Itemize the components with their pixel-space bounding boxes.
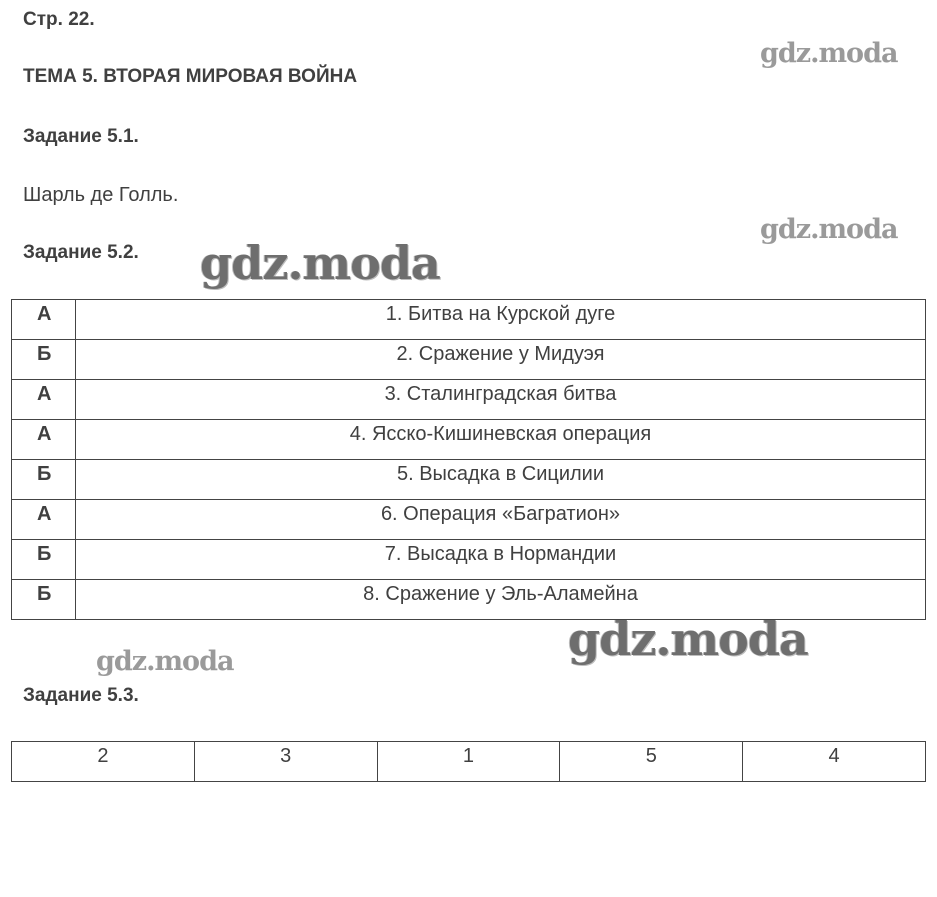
side-cell: Б [12, 540, 76, 580]
battle-cell: 4. Ясско-Кишиневская операция [76, 420, 926, 460]
battles-table [11, 299, 926, 620]
task-5-3-heading: Задание 5.3. [23, 685, 139, 706]
order-table [11, 741, 926, 782]
watermark: gdz.moda [760, 214, 898, 245]
task-5-2-heading: Задание 5.2. [23, 242, 139, 263]
battle-cell: 5. Высадка в Сицилии [76, 460, 926, 500]
table-row [12, 380, 926, 420]
side-cell: А [12, 500, 76, 540]
order-cell: 3 [194, 742, 377, 782]
table-row [12, 340, 926, 380]
table-row [12, 500, 926, 540]
side-cell: Б [12, 460, 76, 500]
watermark: gdz.moda [568, 612, 808, 666]
topic-title: ТЕМА 5. ВТОРАЯ МИРОВАЯ ВОЙНА [23, 66, 358, 87]
side-cell: А [12, 380, 76, 420]
order-cell: 2 [12, 742, 195, 782]
table-row [12, 742, 926, 782]
watermark: gdz.moda [200, 236, 440, 290]
order-cell: 5 [560, 742, 743, 782]
battle-cell: 3. Сталинградская битва [76, 380, 926, 420]
side-cell: Б [12, 340, 76, 380]
battle-cell: 1. Битва на Курской дуге [76, 300, 926, 340]
battle-cell: 2. Сражение у Мидуэя [76, 340, 926, 380]
table-row [12, 300, 926, 340]
side-cell: А [12, 420, 76, 460]
table-row [12, 460, 926, 500]
side-cell: А [12, 300, 76, 340]
table-row [12, 420, 926, 460]
order-cell: 4 [743, 742, 926, 782]
task-5-1-heading: Задание 5.1. [23, 126, 139, 147]
page-number: Стр. 22. [23, 9, 95, 30]
watermark: gdz.moda [96, 646, 234, 677]
battle-cell: 8. Сражение у Эль-Аламейна [76, 580, 926, 620]
battle-cell: 7. Высадка в Нормандии [76, 540, 926, 580]
task-5-1-answer: Шарль де Голль. [23, 184, 179, 206]
order-cell: 1 [377, 742, 560, 782]
battle-cell: 6. Операция «Багратион» [76, 500, 926, 540]
watermark: gdz.moda [760, 38, 898, 69]
side-cell: Б [12, 580, 76, 620]
table-row [12, 540, 926, 580]
